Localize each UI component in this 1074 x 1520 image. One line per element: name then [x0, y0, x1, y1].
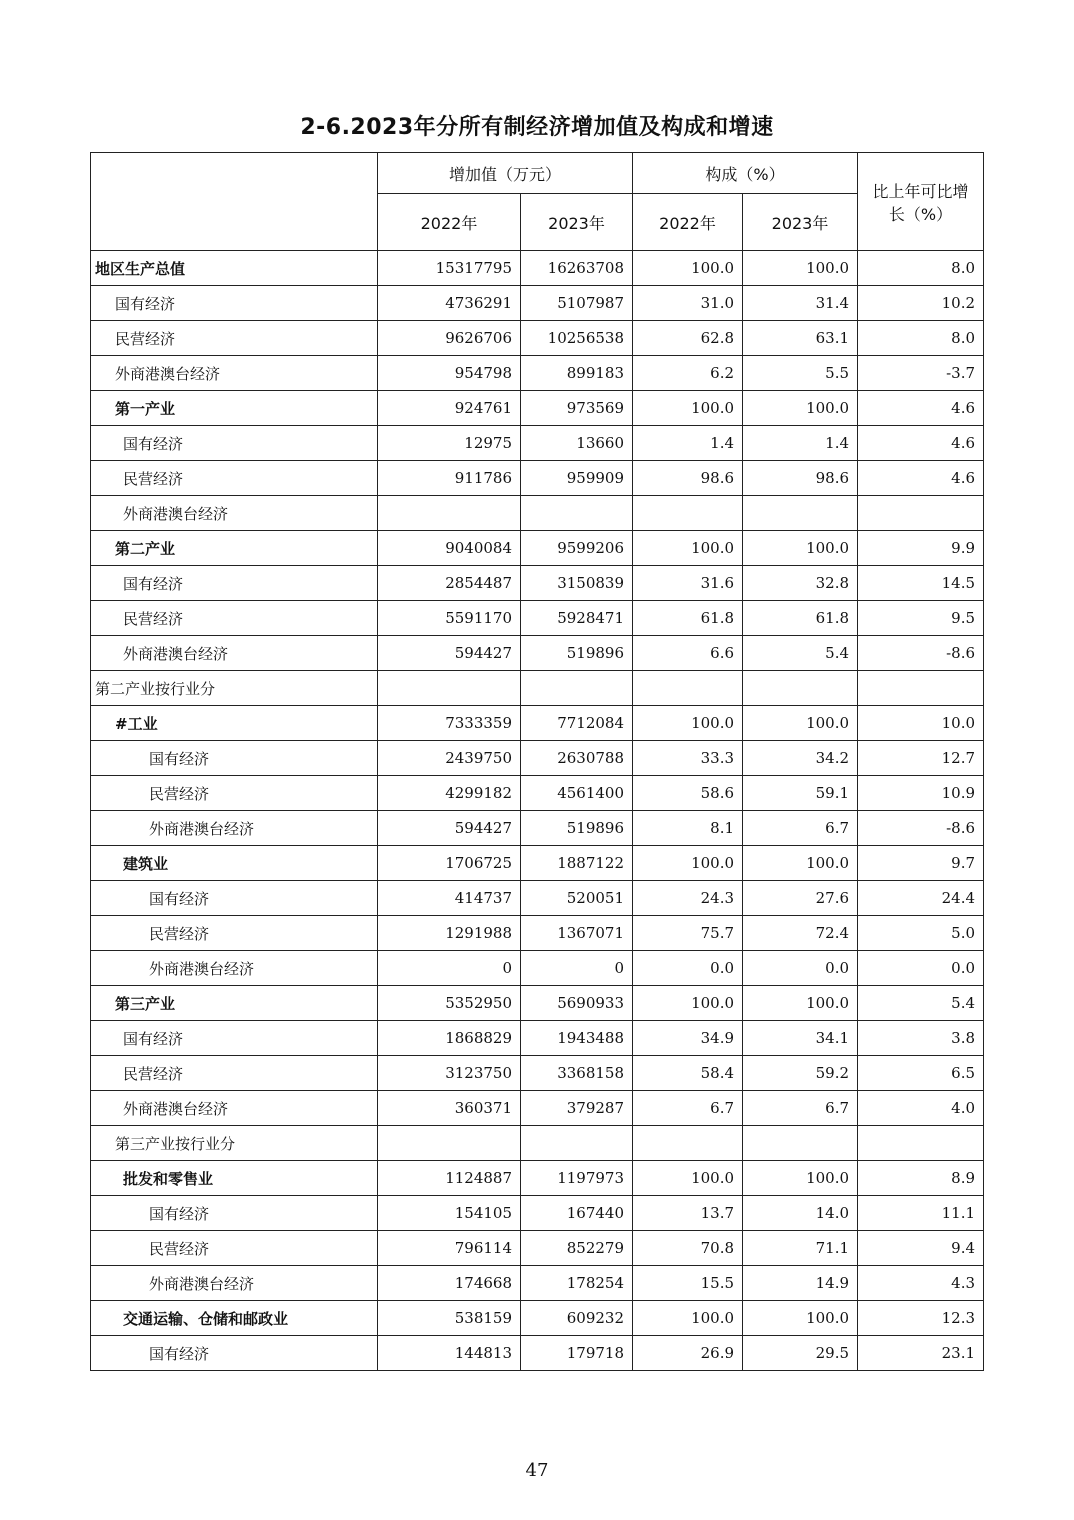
- cell-v2022: 9040084: [378, 531, 521, 566]
- cell-growth: 8.9: [858, 1161, 984, 1196]
- cell-s2023: [743, 1126, 858, 1161]
- cell-s2022: 98.6: [633, 461, 743, 496]
- cell-v2022: 1291988: [378, 916, 521, 951]
- cell-v2023: 520051: [521, 881, 633, 916]
- cell-v2022: 594427: [378, 811, 521, 846]
- cell-s2022: [633, 1126, 743, 1161]
- cell-v2023: [521, 496, 633, 531]
- cell-s2022: 34.9: [633, 1021, 743, 1056]
- cell-v2023: 519896: [521, 636, 633, 671]
- cell-v2022: 911786: [378, 461, 521, 496]
- row-label: 民营经济: [91, 321, 378, 356]
- row-label: 外商港澳台经济: [91, 951, 378, 986]
- cell-growth: 4.3: [858, 1266, 984, 1301]
- cell-v2022: 12975: [378, 426, 521, 461]
- row-label: 外商港澳台经济: [91, 496, 378, 531]
- cell-s2023: 14.9: [743, 1266, 858, 1301]
- table-row: [91, 1266, 984, 1301]
- cell-s2022: 100.0: [633, 251, 743, 286]
- row-label: 外商港澳台经济: [91, 1266, 378, 1301]
- cell-s2022: 100.0: [633, 846, 743, 881]
- cell-v2023: 1943488: [521, 1021, 633, 1056]
- cell-v2023: 1367071: [521, 916, 633, 951]
- cell-v2022: 594427: [378, 636, 521, 671]
- row-label: 交通运输、仓储和邮政业: [91, 1301, 378, 1336]
- cell-s2022: 0.0: [633, 951, 743, 986]
- table-row: [91, 986, 984, 1021]
- table-row: [91, 706, 984, 741]
- cell-growth: 9.4: [858, 1231, 984, 1266]
- cell-growth: 10.0: [858, 706, 984, 741]
- cell-s2023: 100.0: [743, 706, 858, 741]
- cell-v2023: 3150839: [521, 566, 633, 601]
- cell-v2023: [521, 1126, 633, 1161]
- cell-v2023: 4561400: [521, 776, 633, 811]
- cell-s2023: 6.7: [743, 811, 858, 846]
- cell-growth: 4.6: [858, 391, 984, 426]
- cell-s2022: 100.0: [633, 1301, 743, 1336]
- cell-s2022: 31.6: [633, 566, 743, 601]
- cell-v2023: 852279: [521, 1231, 633, 1266]
- cell-v2022: 7333359: [378, 706, 521, 741]
- table-row: [91, 286, 984, 321]
- cell-growth: 12.7: [858, 741, 984, 776]
- cell-v2023: 10256538: [521, 321, 633, 356]
- row-label: 民营经济: [91, 776, 378, 811]
- cell-s2023: 59.1: [743, 776, 858, 811]
- cell-s2023: 5.4: [743, 636, 858, 671]
- cell-v2023: 379287: [521, 1091, 633, 1126]
- cell-growth: [858, 496, 984, 531]
- cell-growth: 23.1: [858, 1336, 984, 1371]
- row-label: 民营经济: [91, 1056, 378, 1091]
- cell-s2022: 13.7: [633, 1196, 743, 1231]
- cell-v2022: 4736291: [378, 286, 521, 321]
- cell-growth: 4.6: [858, 461, 984, 496]
- cell-growth: -8.6: [858, 811, 984, 846]
- table-row: [91, 1301, 984, 1336]
- cell-v2023: 2630788: [521, 741, 633, 776]
- row-label: 民营经济: [91, 1231, 378, 1266]
- table-row: [91, 356, 984, 391]
- cell-v2022: 3123750: [378, 1056, 521, 1091]
- cell-growth: 10.2: [858, 286, 984, 321]
- cell-s2022: 61.8: [633, 601, 743, 636]
- header-value-2023: 2023年: [521, 194, 633, 251]
- row-label: 批发和零售业: [91, 1161, 378, 1196]
- cell-v2023: 899183: [521, 356, 633, 391]
- cell-v2023: 178254: [521, 1266, 633, 1301]
- cell-v2023: 5928471: [521, 601, 633, 636]
- table-row: [91, 811, 984, 846]
- row-label: #工业: [91, 706, 378, 741]
- row-label: 国有经济: [91, 566, 378, 601]
- cell-s2023: 100.0: [743, 531, 858, 566]
- statistics-table: [90, 152, 984, 1371]
- cell-growth: 5.4: [858, 986, 984, 1021]
- cell-v2022: 1868829: [378, 1021, 521, 1056]
- cell-s2022: 15.5: [633, 1266, 743, 1301]
- row-label: 外商港澳台经济: [91, 356, 378, 391]
- row-label: 国有经济: [91, 426, 378, 461]
- header-share-2023: 2023年: [743, 194, 858, 251]
- table-row: [91, 636, 984, 671]
- cell-s2022: [633, 496, 743, 531]
- cell-v2022: 1124887: [378, 1161, 521, 1196]
- table-row: [91, 1231, 984, 1266]
- cell-s2023: 27.6: [743, 881, 858, 916]
- cell-growth: 4.0: [858, 1091, 984, 1126]
- cell-s2023: 72.4: [743, 916, 858, 951]
- cell-s2023: 71.1: [743, 1231, 858, 1266]
- cell-v2023: 16263708: [521, 251, 633, 286]
- row-label: 国有经济: [91, 1336, 378, 1371]
- cell-growth: 9.7: [858, 846, 984, 881]
- cell-growth: 12.3: [858, 1301, 984, 1336]
- table-body: [91, 251, 984, 1371]
- cell-v2022: 144813: [378, 1336, 521, 1371]
- cell-growth: [858, 671, 984, 706]
- cell-growth: 3.8: [858, 1021, 984, 1056]
- cell-v2022: 924761: [378, 391, 521, 426]
- cell-s2023: 1.4: [743, 426, 858, 461]
- cell-s2022: 58.6: [633, 776, 743, 811]
- table-row: [91, 496, 984, 531]
- cell-v2022: 414737: [378, 881, 521, 916]
- cell-v2022: 1706725: [378, 846, 521, 881]
- table-row: [91, 321, 984, 356]
- cell-growth: 6.5: [858, 1056, 984, 1091]
- table-row: [91, 251, 984, 286]
- cell-s2023: 34.2: [743, 741, 858, 776]
- table-row: [91, 426, 984, 461]
- cell-s2023: 100.0: [743, 986, 858, 1021]
- table-row: [91, 671, 984, 706]
- cell-v2022: [378, 496, 521, 531]
- cell-v2023: 0: [521, 951, 633, 986]
- cell-s2023: 98.6: [743, 461, 858, 496]
- cell-s2022: 100.0: [633, 706, 743, 741]
- cell-s2023: 29.5: [743, 1336, 858, 1371]
- cell-s2022: 70.8: [633, 1231, 743, 1266]
- table-row: [91, 1091, 984, 1126]
- cell-v2023: 1887122: [521, 846, 633, 881]
- cell-s2022: 62.8: [633, 321, 743, 356]
- header-value-2022: 2022年: [378, 194, 521, 251]
- row-label: 地区生产总值: [91, 251, 378, 286]
- row-label: 建筑业: [91, 846, 378, 881]
- cell-v2022: 538159: [378, 1301, 521, 1336]
- row-label: 国有经济: [91, 741, 378, 776]
- cell-growth: [858, 1126, 984, 1161]
- cell-v2023: 519896: [521, 811, 633, 846]
- row-label: 外商港澳台经济: [91, 636, 378, 671]
- cell-v2022: 954798: [378, 356, 521, 391]
- cell-v2023: 1197973: [521, 1161, 633, 1196]
- cell-s2023: 14.0: [743, 1196, 858, 1231]
- table-title: 2-6.2023年分所有制经济增加值及构成和增速: [300, 115, 774, 140]
- cell-s2022: 6.2: [633, 356, 743, 391]
- table-row: [91, 1336, 984, 1371]
- row-label: 第一产业: [91, 391, 378, 426]
- cell-s2023: 100.0: [743, 1161, 858, 1196]
- table-row: [91, 1056, 984, 1091]
- cell-s2023: [743, 671, 858, 706]
- table-row: [91, 1196, 984, 1231]
- cell-v2023: 5107987: [521, 286, 633, 321]
- row-label: 民营经济: [91, 916, 378, 951]
- cell-s2022: 100.0: [633, 986, 743, 1021]
- row-label: 外商港澳台经济: [91, 811, 378, 846]
- cell-v2023: 7712084: [521, 706, 633, 741]
- row-label: 第三产业: [91, 986, 378, 1021]
- cell-growth: 14.5: [858, 566, 984, 601]
- cell-growth: -3.7: [858, 356, 984, 391]
- header-blank: [91, 153, 378, 251]
- cell-growth: 9.5: [858, 601, 984, 636]
- row-label: 国有经济: [91, 1196, 378, 1231]
- cell-growth: 9.9: [858, 531, 984, 566]
- cell-v2023: 959909: [521, 461, 633, 496]
- cell-v2023: [521, 671, 633, 706]
- cell-v2022: 2854487: [378, 566, 521, 601]
- cell-s2023: 61.8: [743, 601, 858, 636]
- header-growth: 比上年可比增长（%）: [858, 153, 984, 251]
- table-row: [91, 566, 984, 601]
- cell-growth: 24.4: [858, 881, 984, 916]
- cell-v2022: 0: [378, 951, 521, 986]
- cell-v2022: 15317795: [378, 251, 521, 286]
- table-row: [91, 776, 984, 811]
- cell-s2022: 6.7: [633, 1091, 743, 1126]
- table-row: [91, 1161, 984, 1196]
- cell-v2023: 609232: [521, 1301, 633, 1336]
- cell-s2023: 5.5: [743, 356, 858, 391]
- row-label: 民营经济: [91, 601, 378, 636]
- row-label: 民营经济: [91, 461, 378, 496]
- table-row: [91, 1021, 984, 1056]
- header-share-group: 构成（%）: [633, 153, 858, 194]
- cell-v2023: 5690933: [521, 986, 633, 1021]
- row-label: 外商港澳台经济: [91, 1091, 378, 1126]
- cell-s2023: 32.8: [743, 566, 858, 601]
- table-row: [91, 1126, 984, 1161]
- table-row: [91, 741, 984, 776]
- cell-v2022: 154105: [378, 1196, 521, 1231]
- cell-v2023: 973569: [521, 391, 633, 426]
- table-row: [91, 601, 984, 636]
- cell-v2022: [378, 671, 521, 706]
- table-row: [91, 916, 984, 951]
- cell-s2022: 100.0: [633, 391, 743, 426]
- cell-v2023: 179718: [521, 1336, 633, 1371]
- cell-growth: 11.1: [858, 1196, 984, 1231]
- cell-s2023: [743, 496, 858, 531]
- cell-v2023: 9599206: [521, 531, 633, 566]
- row-label: 国有经济: [91, 881, 378, 916]
- cell-s2023: 100.0: [743, 251, 858, 286]
- header-value-group: 增加值（万元）: [378, 153, 633, 194]
- cell-s2022: 24.3: [633, 881, 743, 916]
- row-label: 第二产业按行业分: [91, 671, 378, 706]
- cell-v2023: 167440: [521, 1196, 633, 1231]
- table-row: [91, 951, 984, 986]
- cell-v2022: 360371: [378, 1091, 521, 1126]
- cell-v2022: 796114: [378, 1231, 521, 1266]
- cell-v2022: 2439750: [378, 741, 521, 776]
- cell-s2022: 1.4: [633, 426, 743, 461]
- cell-growth: 8.0: [858, 251, 984, 286]
- cell-s2022: 8.1: [633, 811, 743, 846]
- row-label: 第二产业: [91, 531, 378, 566]
- cell-s2023: 100.0: [743, 846, 858, 881]
- header-share-2022: 2022年: [633, 194, 743, 251]
- table-row: [91, 846, 984, 881]
- cell-v2022: 4299182: [378, 776, 521, 811]
- cell-s2022: 100.0: [633, 1161, 743, 1196]
- table-row: [91, 881, 984, 916]
- row-label: 国有经济: [91, 1021, 378, 1056]
- table-row: [91, 461, 984, 496]
- cell-s2022: 58.4: [633, 1056, 743, 1091]
- cell-s2023: 59.2: [743, 1056, 858, 1091]
- cell-growth: -8.6: [858, 636, 984, 671]
- cell-v2022: 5591170: [378, 601, 521, 636]
- cell-v2022: [378, 1126, 521, 1161]
- cell-v2022: 9626706: [378, 321, 521, 356]
- cell-s2023: 0.0: [743, 951, 858, 986]
- cell-growth: 10.9: [858, 776, 984, 811]
- cell-s2022: 75.7: [633, 916, 743, 951]
- cell-v2022: 174668: [378, 1266, 521, 1301]
- cell-s2022: 26.9: [633, 1336, 743, 1371]
- cell-s2022: [633, 671, 743, 706]
- table-row: [91, 531, 984, 566]
- page-number: 47: [525, 1460, 549, 1481]
- row-label: 第三产业按行业分: [91, 1126, 378, 1161]
- cell-s2023: 100.0: [743, 1301, 858, 1336]
- cell-growth: 5.0: [858, 916, 984, 951]
- cell-v2023: 3368158: [521, 1056, 633, 1091]
- cell-s2023: 100.0: [743, 391, 858, 426]
- cell-s2023: 31.4: [743, 286, 858, 321]
- cell-s2022: 31.0: [633, 286, 743, 321]
- table-row: [91, 391, 984, 426]
- cell-v2022: 5352950: [378, 986, 521, 1021]
- cell-s2023: 63.1: [743, 321, 858, 356]
- row-label: 国有经济: [91, 286, 378, 321]
- cell-s2023: 34.1: [743, 1021, 858, 1056]
- cell-growth: 8.0: [858, 321, 984, 356]
- cell-v2023: 13660: [521, 426, 633, 461]
- cell-growth: 0.0: [858, 951, 984, 986]
- cell-s2023: 6.7: [743, 1091, 858, 1126]
- cell-s2022: 33.3: [633, 741, 743, 776]
- cell-s2022: 6.6: [633, 636, 743, 671]
- cell-s2022: 100.0: [633, 531, 743, 566]
- cell-growth: 4.6: [858, 426, 984, 461]
